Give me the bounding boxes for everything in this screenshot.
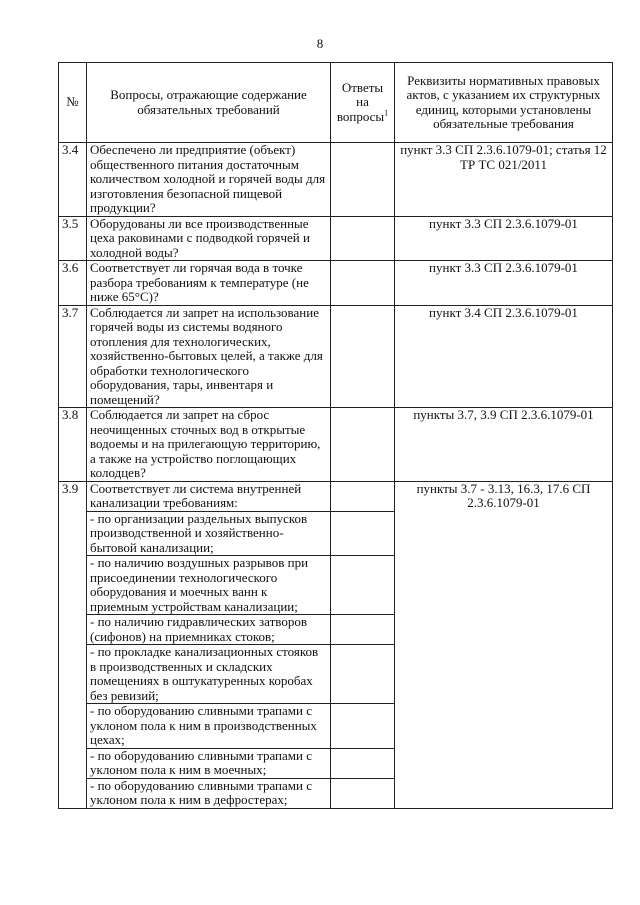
row-answer[interactable] xyxy=(331,261,395,306)
row-question: Соблюдается ли запрет на использование горячей воды из системы водяного отопления для технологических, хозяйственно-бытовых целей, а также для обработки технологического оборудования, тары, инвентаря и помещений? xyxy=(87,305,331,408)
subitem-answer[interactable] xyxy=(331,615,395,645)
subitem-answer[interactable] xyxy=(331,778,395,808)
row-answer[interactable] xyxy=(331,305,395,408)
subitem-question: - по оборудованию сливными трапами с уклоном пола к ним в моечных; xyxy=(87,748,331,778)
table-header-row xyxy=(59,63,613,143)
table-row xyxy=(59,143,613,217)
row-requisite: пункты 3.7, 3.9 СП 2.3.6.1079-01 xyxy=(395,408,613,482)
row-question: Соблюдается ли запрет на сброс неочищенных сточных вод в открытые водоемы и на прилегающую территорию, а также на устройство поглощающих колодцев? xyxy=(87,408,331,482)
row-requisite: пункт 3.3 СП 2.3.6.1079-01 xyxy=(395,261,613,306)
page-number: 8 xyxy=(316,36,324,51)
row-number: 3.4 xyxy=(59,143,87,217)
subitem-answer[interactable] xyxy=(331,511,395,556)
table-row xyxy=(59,408,613,482)
row-question: Обеспечено ли предприятие (объект) общественного питания достаточным количеством холодной и горячей воды для изготовления безопасной пищевой продукции? xyxy=(87,143,331,217)
header-num: № xyxy=(59,63,87,143)
subitem-question: - по оборудованию сливными трапами с уклоном пола к ним в дефростерах; xyxy=(87,778,331,808)
row-question: Соответствует ли горячая вода в точке разбора требованиям к температуре (не ниже 65°С)? xyxy=(87,261,331,306)
table-row xyxy=(59,261,613,306)
subitem-question: - по прокладке канализационных стояков в производственных и складских помещениях в оштукатуренных коробах без ревизий; xyxy=(87,645,331,704)
subitem-question: - по наличию гидравлических затворов (сифонов) на приемниках стоков; xyxy=(87,615,331,645)
row-requisite: пункт 3.4 СП 2.3.6.1079-01 xyxy=(395,305,613,408)
row-question: Соответствует ли система внутренней канализации требованиям: xyxy=(87,481,331,511)
subitem-answer[interactable] xyxy=(331,645,395,704)
subitem-answer[interactable] xyxy=(331,556,395,615)
row-number: 3.9 xyxy=(59,481,87,808)
row-requisite: пункт 3.3 СП 2.3.6.1079-01 xyxy=(395,216,613,261)
subitem-answer[interactable] xyxy=(331,704,395,749)
row-number: 3.8 xyxy=(59,408,87,482)
row-answer[interactable] xyxy=(331,216,395,261)
row-requisite: пункт 3.3 СП 2.3.6.1079-01; статья 12 ТР ТС 021/2011 xyxy=(395,143,613,217)
row-number: 3.7 xyxy=(59,305,87,408)
table-row xyxy=(59,216,613,261)
row-requisite: пункты 3.7 - 3.13, 16.3, 17.6 СП 2.3.6.1079-01 xyxy=(395,481,613,808)
header-answers-text: Ответы на вопросы xyxy=(336,79,385,124)
row-answer[interactable] xyxy=(331,408,395,482)
requirements-table xyxy=(58,62,613,809)
table-row xyxy=(59,305,613,408)
header-questions: Вопросы, отражающие содержание обязательных требований xyxy=(87,63,331,143)
row-number: 3.5 xyxy=(59,216,87,261)
subitem-question: - по организации раздельных выпусков производственной и хозяйственно-бытовой канализации; xyxy=(87,511,331,556)
header-answers-footnote: 1 xyxy=(384,108,389,118)
header-requisites: Реквизиты нормативных правовых актов, с указанием их структурных единиц, которыми установлены обязательные требования xyxy=(395,63,613,143)
table-row xyxy=(59,481,613,511)
row-question: Оборудованы ли все производственные цеха раковинами с подводкой горячей и холодной воды? xyxy=(87,216,331,261)
subitem-question: - по оборудованию сливными трапами с уклоном пола к ним в производственных цехах; xyxy=(87,704,331,749)
row-answer[interactable] xyxy=(331,143,395,217)
subitem-question: - по наличию воздушных разрывов при присоединении технологического оборудования и моечных ванн к приемным устройствам канализации; xyxy=(87,556,331,615)
header-answers xyxy=(331,63,395,143)
subitem-answer[interactable] xyxy=(331,748,395,778)
row-answer[interactable] xyxy=(331,481,395,511)
row-number: 3.6 xyxy=(59,261,87,306)
